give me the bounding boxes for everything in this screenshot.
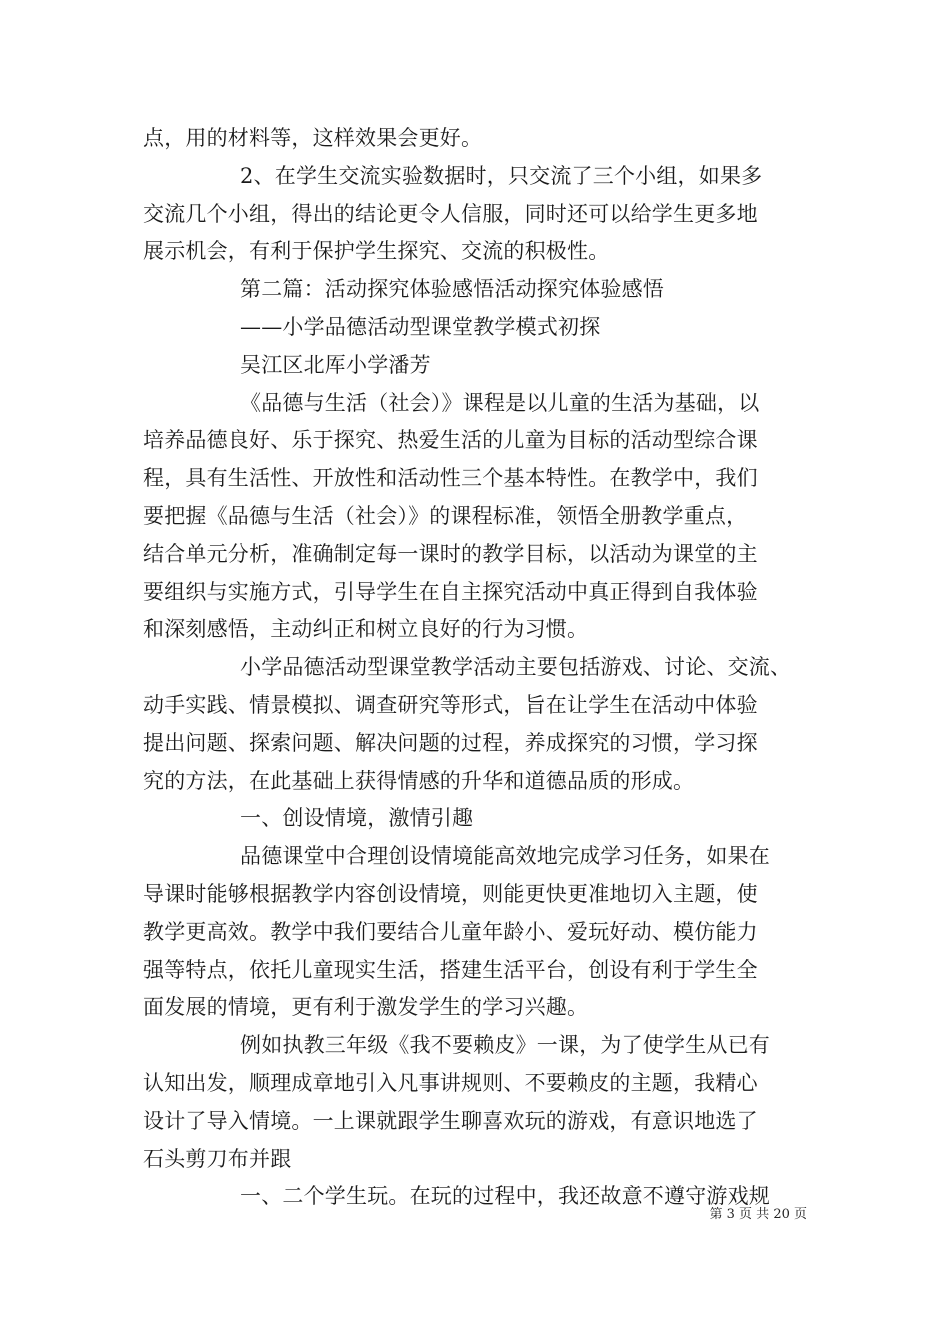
text-line: 面发展的情境，更有利于激发学生的学习兴趣。 [143, 995, 589, 1020]
text-line: 要把握《品德与生活（社会）》的课程标准，领悟全册教学重点， [143, 503, 748, 528]
page-footer: 第 3 页 共 20 页 [709, 1207, 807, 1222]
text-line: 程，具有生活性、开放性和活动性三个基本特性。在教学中，我们 [143, 466, 758, 491]
text-line: 强等特点，依托儿童现实生活，搭建生活平台，创设有利于学生全 [143, 957, 758, 982]
text-line: 究的方法，在此基础上获得情感的升华和道德品质的形成。 [143, 768, 695, 793]
text-line: 第二篇：活动探究体验感悟活动探究体验感悟 [240, 277, 664, 302]
text-line: 导课时能够根据教学内容创设情境，则能更快更准地切入主题，使 [143, 881, 758, 906]
text-line: 设计了导入情境。一上课就跟学生聊喜欢玩的游戏，有意识地选了 [143, 1108, 758, 1133]
text-line: 吴江区北厍小学潘芳 [240, 352, 431, 377]
text-line: 一、创设情境，激情引趣 [240, 806, 474, 831]
text-line: 动手实践、情景模拟、调查研究等形式，旨在让学生在活动中体验 [143, 692, 758, 717]
text-line: 品德课堂中合理创设情境能高效地完成学习任务，如果在 [240, 844, 770, 869]
text-line: ——小学品德活动型课堂教学模式初探 [240, 314, 601, 339]
document-body [143, 120, 823, 1216]
text-line: 交流几个小组，得出的结论更令人信服，同时还可以给学生更多地 [143, 201, 758, 226]
text-line: 点，用的材料等，这样效果会更好。 [143, 126, 483, 150]
text-line: 要组织与实施方式，引导学生在自主探究活动中真正得到自我体验 [143, 579, 758, 604]
text-line: 结合单元分析，准确制定每一课时的教学目标，以活动为课堂的主 [143, 541, 758, 566]
text-line: 认知出发，顺理成章地引入凡事讲规则、不要赖皮的主题，我精心 [143, 1070, 758, 1095]
text-line: 一、二个学生玩。在玩的过程中，我还故意不遵守游戏规 [240, 1184, 770, 1209]
text-line: 石头剪刀布并跟 [143, 1146, 292, 1171]
text-line: 提出问题、探索问题、解决问题的过程，养成探究的习惯，学习探 [143, 730, 758, 755]
text-line: 例如执教三年级《我不要赖皮》一课，为了使学生从已有 [240, 1033, 770, 1058]
text-line: 展示机会，有利于保护学生探究、交流的积极性。 [143, 239, 610, 264]
text-line: 小学品德活动型课堂教学活动主要包括游戏、讨论、交流、 [240, 655, 792, 680]
text-line: 教学更高效。教学中我们要结合儿童年龄小、爱玩好动、模仿能力 [143, 919, 758, 944]
text-line: 2、在学生交流实验数据时，只交流了三个小组，如果多 [240, 163, 763, 188]
text-line: 培养品德良好、乐于探究、热爱生活的儿童为目标的活动型综合课 [143, 428, 758, 453]
text-line: 和深刻感悟，主动纠正和树立良好的行为习惯。 [143, 617, 589, 642]
text-line: 《品德与生活（社会）》课程是以儿童的生活为基础，以 [240, 390, 760, 415]
